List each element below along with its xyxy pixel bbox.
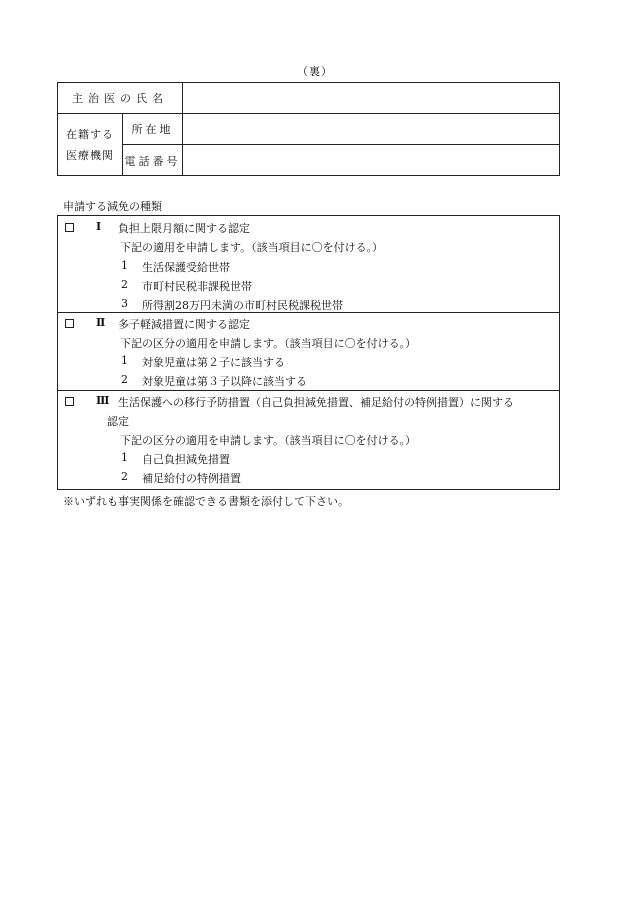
doctor-name-row [58, 83, 559, 114]
block-1-option-2-num: 2 [121, 278, 128, 291]
address-label: 所在地 [123, 114, 183, 144]
block-2-option-2-num: 2 [121, 373, 128, 386]
block-3-option-2-text[interactable]: 補足給付の特例措置 [142, 472, 241, 485]
block-2-numeral: Ⅱ [96, 316, 106, 329]
block-3-option-1-text[interactable]: 自己負担減免措置 [142, 453, 230, 466]
block-1-option-3-text[interactable]: 所得割28万円未満の市町村民税課税世帯 [142, 299, 343, 312]
block-3-option-2-num: 2 [121, 470, 128, 483]
block-1-option-1-text[interactable]: 生活保護受給世帯 [142, 261, 230, 274]
block-2-option-2-text[interactable]: 対象児童は第３子以降に該当する [142, 375, 307, 388]
checkbox-block-1[interactable] [65, 223, 74, 232]
block-3-title-continued: 認定 [107, 415, 129, 428]
block-1-description: 下記の適用を申請します。（該当項目に〇を付ける。） [120, 241, 384, 254]
block-1-option-2-text[interactable]: 市町村民税非課税世帯 [142, 280, 252, 293]
reduction-type-table [57, 215, 560, 490]
facility-label-line2: 医療機関 [66, 149, 114, 162]
footnote: ※いずれも事実関係を確認できる書類を添付して下さい。 [63, 495, 349, 508]
doctor-name-field[interactable] [183, 83, 559, 113]
block-2-option-1-num: 1 [121, 354, 128, 367]
section-title: 申請する減免の種類 [63, 200, 162, 213]
facility-address-row [123, 114, 559, 145]
block-1-title: 負担上限月額に関する認定 [118, 222, 250, 235]
block-1-numeral: Ⅰ [96, 220, 102, 233]
address-field[interactable] [183, 114, 559, 144]
phone-label: 電話番号 [123, 145, 183, 176]
block-2-description: 下記の区分の適用を申請します。（該当項目に〇を付ける。） [120, 337, 417, 350]
block-2-title: 多子軽減措置に関する認定 [118, 318, 250, 331]
checkbox-block-2[interactable] [65, 319, 74, 328]
block-2-option-1-text[interactable]: 対象児童は第２子に該当する [142, 356, 285, 369]
reduction-block-1 [58, 216, 559, 313]
block-1-option-1-num: 1 [121, 259, 128, 272]
block-1-option-3-num: 3 [121, 297, 128, 310]
facility-phone-row [123, 145, 559, 176]
reduction-block-3 [58, 391, 559, 489]
block-3-numeral: Ⅲ [96, 394, 110, 407]
facility-label [58, 114, 123, 176]
page-side-label: （裏） [297, 65, 333, 78]
block-3-description: 下記の区分の適用を申請します。（該当項目に〇を付ける。） [120, 434, 417, 447]
reduction-block-2 [58, 313, 559, 391]
block-3-title: 生活保護への移行予防措置（自己負担減免措置、補足給付の特例措置）に関する [118, 396, 514, 409]
facility-label-line1: 在籍する [66, 128, 114, 141]
phone-field[interactable] [183, 145, 559, 176]
block-3-option-1-num: 1 [121, 451, 128, 464]
doctor-info-table [57, 82, 560, 176]
doctor-name-label: 主治医の氏名 [58, 83, 183, 113]
checkbox-block-3[interactable] [65, 397, 74, 406]
